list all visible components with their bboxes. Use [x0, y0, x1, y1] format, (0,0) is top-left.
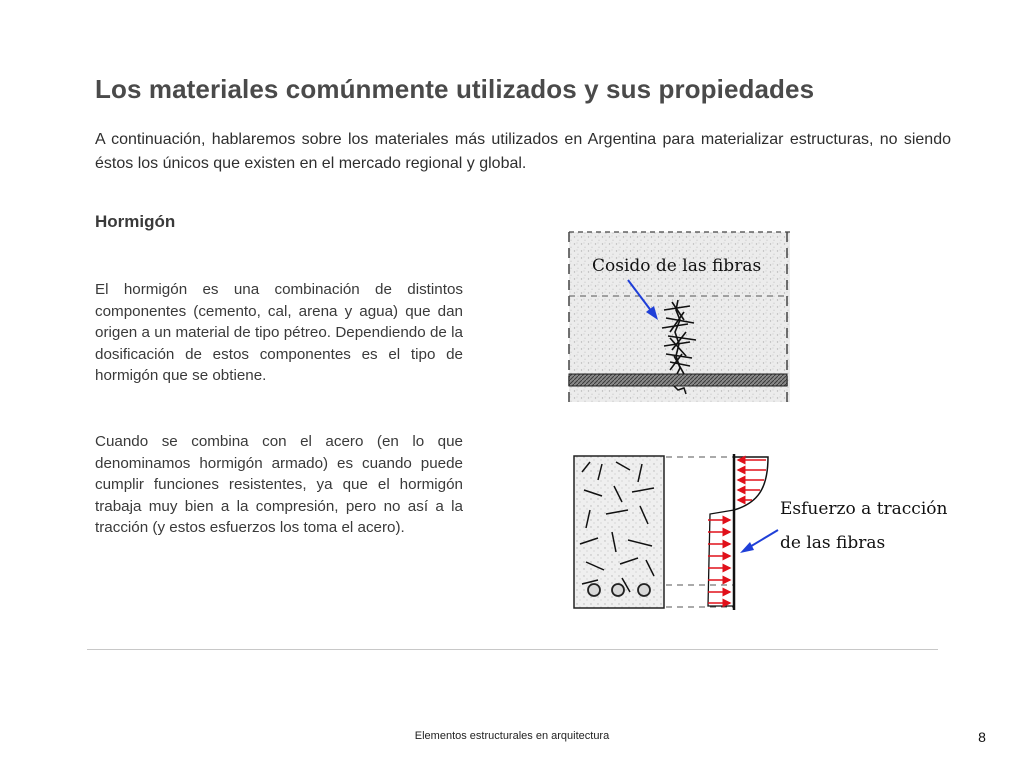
page-title: Los materiales comúnmente utilizados y sus propiedades: [95, 74, 815, 104]
fiber-stitching-figure: [566, 228, 794, 406]
body-paragraph-2: Cuando se combina con el acero (en lo que denominamos hormigón armado) es cuando puede cumplir funciones resistentes, ya que el hormigón trabaja muy bien a la compresión, pero no así a la tracción (y estos esfuerzos los toma el acero).: [95, 433, 463, 537]
fiber-tension-label-line1: Esfuerzo a tracción: [780, 499, 948, 519]
fiber-tension-figure: [568, 448, 948, 616]
footer-text: Elementos estructurales en arquitectura: [414, 730, 610, 742]
intro-paragraph: A continuación, hablaremos sobre los materiales más utilizados en Argentina para materializar estructuras, no siendo éstos los únicos que existen en el mercado regional y global.: [95, 131, 951, 172]
fiber-tension-diagram: [568, 448, 940, 616]
body-paragraph-1: El hormigón es una combinación de distintos componentes (cemento, cal, arena y agua) que dan origen a un material de tipo pétreo. Dependiendo de la dosificación de estos componentes es el tipo de hormigón que se obtiene.: [95, 281, 463, 385]
footer-divider: [87, 649, 938, 650]
fiber-tension-label-line2: de las fibras: [780, 533, 886, 553]
fiber-stitching-label: Cosido de las fibras: [592, 256, 762, 276]
fiber-stitching-diagram: [566, 228, 794, 406]
section-heading: Hormigón: [95, 212, 176, 231]
page-number: 8: [978, 729, 986, 745]
